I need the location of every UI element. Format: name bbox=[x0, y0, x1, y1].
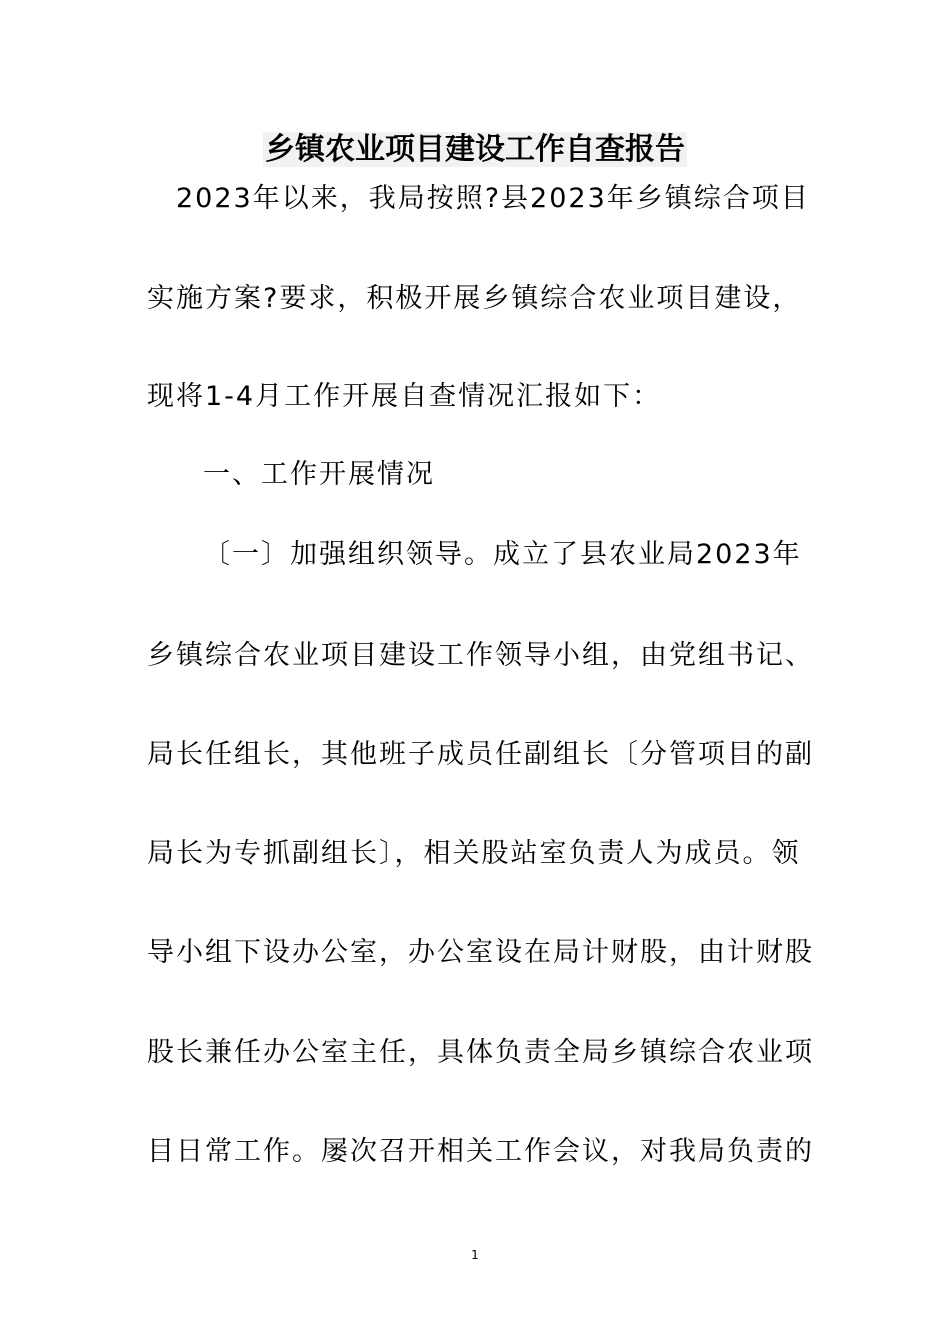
document-title bbox=[0, 130, 950, 170]
paragraph-line-7: 局长任组长，其他班子成员任副组长〔分管项目的副 bbox=[147, 739, 814, 770]
paragraph-line-2: 实施方案?要求，积极开展乡镇综合农业项目建设， bbox=[147, 283, 802, 314]
section-heading-1: 一、工作开展情况 bbox=[203, 459, 435, 490]
paragraph-line-1: 2023年以来，我局按照?县2023年乡镇综合项目 bbox=[176, 183, 810, 214]
paragraph-line-8: 局长为专抓副组长〕，相关股站室负责人为成员。领 bbox=[147, 838, 801, 869]
paragraph-line-11: 目日常工作。屡次召开相关工作会议，对我局负责的 bbox=[147, 1136, 814, 1167]
page-number: 1 bbox=[471, 1248, 479, 1262]
paragraph-line-6: 乡镇综合农业项目建设工作领导小组，由党组书记、 bbox=[147, 640, 814, 671]
document-title-text: 乡镇农业项目建设工作自查报告 bbox=[265, 132, 685, 167]
paragraph-line-10: 股长兼任办公室主任，具体负责全局乡镇综合农业项 bbox=[147, 1037, 814, 1068]
paragraph-line-3: 现将1-4月工作开展自查情况汇报如下： bbox=[147, 381, 662, 412]
paragraph-line-9: 导小组下设办公室，办公室设在局计财股，由计财股 bbox=[147, 937, 814, 968]
paragraph-line-5: 〔一〕加强组织领导。成立了县农业局2023年 bbox=[203, 539, 802, 570]
